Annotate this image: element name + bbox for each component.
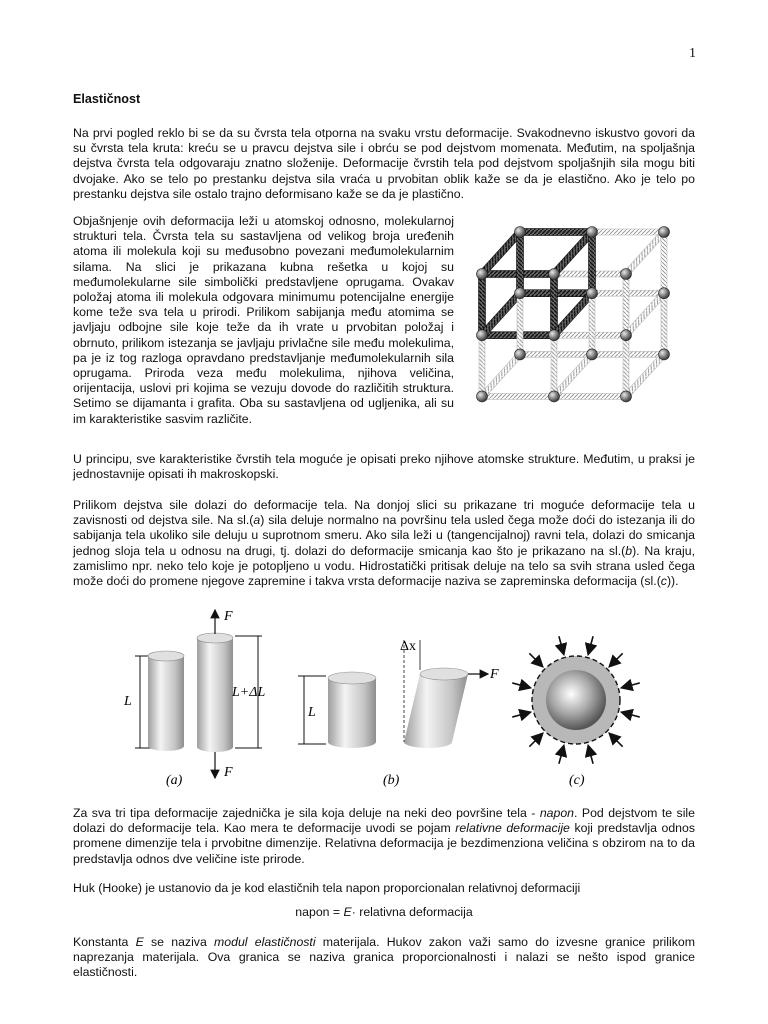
cubic-lattice-illustration — [462, 214, 702, 420]
paragraph-macroscopic: U principu, sve karakteristike čvrstih tela moguće je opisati preko njihove atomske strukture. Međutim, u praksi je jednostavnije opisati ih makroskopski. — [73, 452, 695, 482]
shear-length-label: L — [308, 705, 316, 720]
lattice-spring — [479, 291, 522, 338]
lattice-spring — [517, 232, 524, 293]
lattice-atom — [549, 269, 560, 280]
lattice-spring — [624, 291, 666, 337]
shear-force-label: F — [490, 667, 499, 682]
lattice-spring — [589, 293, 595, 354]
lattice-atom — [621, 330, 632, 341]
displacement-label: Δx — [400, 639, 417, 654]
lattice-spring — [623, 335, 629, 396]
pressure-arrow — [512, 683, 530, 688]
lattice-atom — [621, 269, 632, 280]
paragraph-lattice: Objašnjenje ovih deformacija leži u atomskoj odnosno, molekularnoj strukturi tela. Čvrsta tela su sastavljena od velikog broja uređenih atoma ili molekula koji su međusobno povezani međumolekularnim silama. Na slici je prikazana kubna rešetka u kojoj su međumolekularne sile simbolički predstavljene oprugama. Ovakav položaj atoma ili molekula odgovara minimumu potencijalne energije kome teže sva tela u prirodi. Prilikom sabijanja među atomima se javljaju odbojne sile koje teže da ih vrate u prvobitan položaj i obrnuto, prilikom istezanja se javljaju privlačne sile među molekulima, pa je iz tog razloga opravdano predstavljanje međumolekularnih sila oprugama. Priroda veza među molekulima, njihova veličina, orijentacija, uslovi pri kojima se vezuju dovode do različitih struktura. Setimo se dijamanta i grafita. Oba su sastavljena od ugljenika, ali su im karakteristike sasvim različite. — [73, 214, 454, 426]
lattice-atom — [659, 227, 670, 238]
pressure-arrow — [609, 733, 622, 746]
lattice-atom — [515, 227, 526, 238]
deformation-figures — [110, 606, 670, 796]
lattice-atom — [477, 330, 488, 341]
pressure-arrow — [621, 683, 639, 688]
pressure-arrow — [588, 745, 593, 763]
lattice-spring — [517, 293, 523, 354]
lattice-spring — [623, 274, 629, 335]
lattice-atom — [477, 391, 488, 402]
paragraph-hooke: Huk (Hooke) je ustanovio da je kod elastičnih tela napon proporcionalan relativnoj deformaciji — [73, 881, 581, 895]
lattice-spring — [520, 229, 592, 236]
lattice-spring — [661, 232, 667, 293]
lattice-atom — [549, 391, 560, 402]
lattice-spring — [479, 274, 486, 335]
pressure-arrow — [559, 745, 564, 763]
pressure-arrow — [512, 712, 530, 717]
figure-c-volume — [512, 636, 640, 788]
pressure-arrow — [559, 636, 564, 654]
force-label-top: F — [224, 609, 233, 624]
caption-b: (b) — [383, 773, 400, 788]
lattice-spring — [624, 230, 666, 276]
pressure-arrow — [529, 653, 542, 666]
paragraph-intro: Na prvi pogled reklo bi se da su čvrsta tela otporna na svaku vrstu deformacije. Svakodnevno iskustvo govori da su čvrsta tela kruta: kreću se u pravcu dejstva sile i obrću se pod dejstvom momenata. Međutim, na spoljašnja dejstva čvrsta tela odgovaraju znatno složenije. Deformacije čvrstih tela pod dejstvom spoljašnjih sila mogu biti dvojake. Ako se telo po prestanku dejstva sila vraća u prvobitan oblik kaže se da je elastično. Ako je telo po prestanku dejstva sile ostalo trajno deformisano kaže se da je plastično. — [73, 126, 695, 201]
lattice-atom — [659, 349, 670, 360]
lattice-spring — [479, 335, 485, 396]
pressure-arrow — [609, 653, 622, 666]
caption-c: (c) — [569, 773, 585, 788]
lattice-atom — [621, 391, 632, 402]
lattice-spring — [480, 352, 522, 398]
lattice-atom — [515, 288, 526, 299]
figure-b-shear — [298, 639, 499, 788]
paragraph-modulus: Konstanta E se naziva modul elastičnosti materijala. Hukov zakon važi samo do izvesne granice prilikom naprezanja materijala. Ova granica se naziva granica proporcionalnosti i nalazi se nešto ispod granice elastičnosti. — [73, 935, 695, 980]
lattice-spring — [552, 352, 594, 398]
hooke-formula: napon = E· relativna deformacija — [295, 905, 473, 919]
lattice-atom — [587, 288, 598, 299]
lattice-spring — [592, 229, 664, 235]
lattice-spring — [551, 291, 594, 338]
pressure-arrow — [529, 733, 542, 746]
lattice-atom — [659, 288, 670, 299]
lattice-spring — [482, 393, 554, 399]
lattice-atom — [587, 227, 598, 238]
lattice-atom — [515, 349, 526, 360]
length-label: L — [124, 694, 132, 709]
figure-a-tension — [123, 609, 265, 788]
lattice-spring — [589, 232, 596, 293]
paragraph-stress: Za sva tri tipa deformacije zajednička je sila koja deluje na neki deo površine tela - napon. Pod dejstvom te sile dolazi do deformacije tela. Kao mera te deformacije uvodi se pojam relativne deformacije koji predstavlja odnos promene dimenzije tela i prvobitne dimenzije. Relativna deformacija je bezdimenziona veličina s obzirom na to da predstavlja odnos dve veličine iste prirode. — [73, 806, 695, 866]
lattice-spring — [551, 335, 557, 396]
lattice-spring — [554, 393, 626, 399]
force-label-bottom: F — [224, 765, 233, 780]
lattice-spring — [661, 293, 667, 354]
lattice-spring — [479, 230, 522, 277]
paragraph-deformations: Prilikom dejstva sile dolazi do deformacije tela. Na donjoj slici su prikazane tri moguće deformacije tela u zavisnosti od dejstva sile. Na sl.(a) sila deluje normalno na površinu tela usled čega može doći do istezanja ili do sabijanja tela ukoliko sile deluju u suprotnom smeru. Ako sila leži u (tangencijalnoj) ravni tela, dolazi do smicanja jednog sloja tela u odnosu na drugi, tj. dolazi do deformacije smicanja kao što je prikazano na sl.(b). Na kraju, zamislimo npr. neko telo koje je potopljeno u vodu. Hidrostatički pritisak deluje na telo sa svih strana usled čega može doći do promene njegove zapremine i takva vrsta deformacije naziva se zapreminska deformacija (sl.(c)). — [73, 498, 695, 589]
lattice-spring — [551, 230, 594, 277]
lattice-atom — [549, 330, 560, 341]
caption-a: (a) — [166, 773, 183, 788]
lattice-spring — [624, 352, 666, 398]
pressure-arrow — [588, 636, 593, 654]
extended-length-label: L+ΔL — [232, 685, 266, 700]
page-number: 1 — [689, 46, 696, 61]
pressure-arrow — [621, 712, 639, 717]
lattice-spring — [551, 274, 558, 335]
lattice-atom — [477, 269, 488, 280]
lattice-atom — [587, 349, 598, 360]
page-title: Elastičnost — [73, 92, 141, 106]
